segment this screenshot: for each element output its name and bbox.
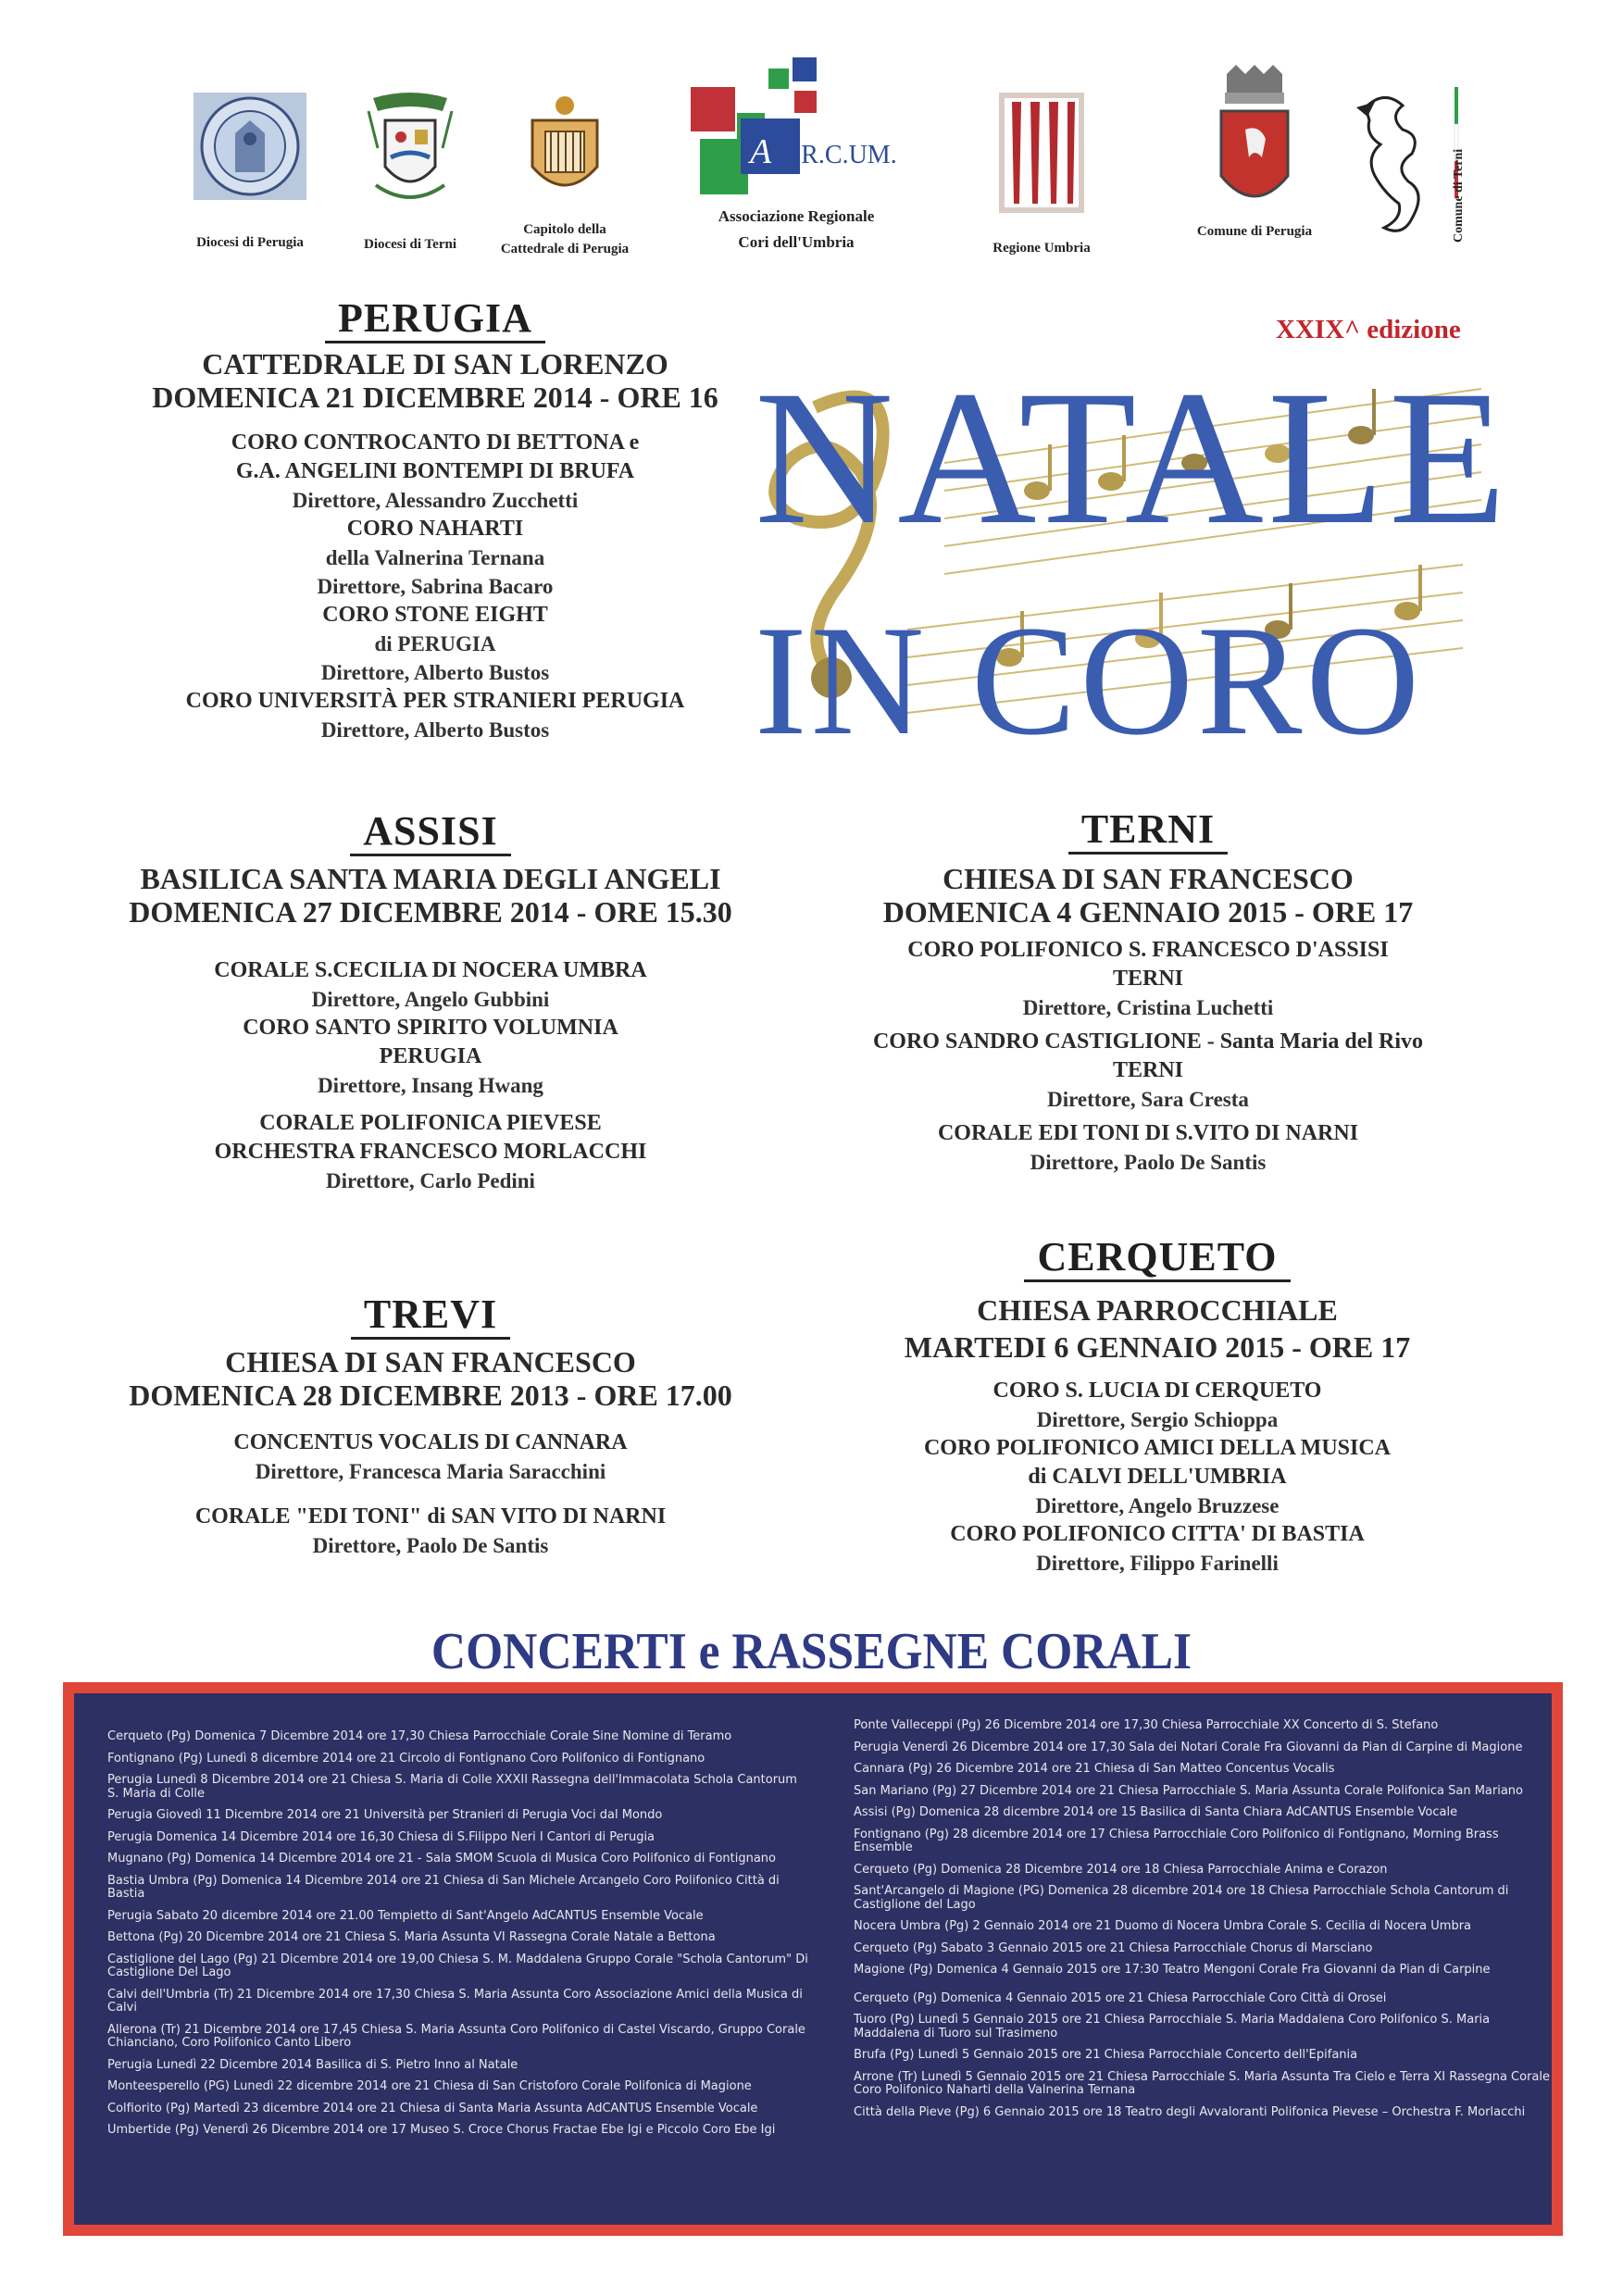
choir-line: PERUGIA (379, 1044, 482, 1068)
event-item: Sant'Arcangelo di Magione (PG) Domenica 28 dicembre 2014 ore 18 Chiesa Parrocchiale Schola Cantorum di Castiglione del Lago (854, 1884, 1509, 1912)
diocese-terni-crest-icon (359, 93, 461, 215)
choir-line: CORO NAHARTI (346, 517, 524, 541)
title-natale: NATALE (755, 351, 1511, 564)
venue: CHIESA PARROCCHIALE (977, 1293, 1338, 1327)
event-item: Bastia Umbra (Pg) Domenica 14 Dicembre 2014 ore 21 Chiesa di San Michele Arcangelo Coro Polifonico Città di Bastia (107, 1873, 780, 1901)
events-panel-inner (74, 1693, 1552, 2225)
logo-caption: Associazione Regionale Cori dell'Umbria (718, 207, 875, 251)
concerti-heading: CONCERTI e RASSEGNE CORALI (431, 1623, 1192, 1680)
director-line: Direttore, Carlo Pedini (326, 1169, 535, 1192)
logo-caption: Capitolo della Cattedrale di Perugia (500, 222, 630, 256)
event-item: Cerqueto (Pg) Domenica 28 Dicembre 2014 ore 18 Chiesa Parrocchiale Anima e Corazon (854, 1862, 1388, 1877)
director-line: Direttore, Paolo De Santis (312, 1534, 549, 1557)
event-item: Umbertide (Pg) Venerdì 26 Dicembre 2014 ore 17 Museo S. Croce Chorus Fractae Ebe Igi e Piccolo Coro Ebe Igi (107, 2123, 776, 2137)
choir-line: di CALVI DELL'UMBRIA (1028, 1465, 1287, 1489)
event-item: Nocera Umbra (Pg) 2 Gennaio 2014 ore 21 Duomo di Nocera Umbra Corale S. Cecilia di Nocera Umbra (854, 1919, 1472, 1933)
choir-line: CORALE "EDI TONI" di SAN VITO DI NARNI (194, 1504, 667, 1529)
section-perugia (120, 296, 750, 744)
venue: CHIESA DI SAN FRANCESCO (225, 1345, 636, 1379)
event-item: Mugnano (Pg) Domenica 14 Dicembre 2014 ore 21 - Sala SMOM Scuola di Musica Coro Polifonico di Fontignano (107, 1852, 777, 1866)
event-item: Magione (Pg) Domenica 4 Gennaio 2015 ore 17:30 Teatro Mengoni Corale Fra Giovanni da Pian di Carpine (854, 1963, 1491, 1977)
events-right-column (854, 1719, 1557, 2128)
logo-capitolo-cattedrale (491, 93, 639, 259)
choir-line: CORALE S.CECILIA DI NOCERA UMBRA (214, 958, 647, 982)
event-item: Città della Pieve (Pg) 6 Gennaio 2015 ore 18 Teatro degli Avvaloranti Polifonica Pievese – Orchestra F. Morlacchi (854, 2104, 1526, 2119)
event-item: Calvi dell'Umbria (Tr) 21 Dicembre 2014 ore 17,30 Chiesa S. Maria Assunta Coro Associazione Amici della Musica di Calvi (107, 1987, 803, 2015)
director-line: Direttore, Cristina Luchetti (1022, 996, 1274, 1019)
choir-line: CORALE POLIFONICA PIEVESE (259, 1111, 602, 1135)
venue: CHIESA DI SAN FRANCESCO (943, 862, 1354, 895)
director-line: Direttore, Francesca Maria Saracchini (255, 1460, 606, 1483)
director-line: Direttore, Paolo De Santis (1030, 1151, 1267, 1174)
event-item: Perugia Domenica 14 Dicembre 2014 ore 16,30 Chiesa di S.Filippo Neri I Cantori di Perugia (107, 1829, 655, 1844)
director-line: Direttore, Angelo Bruzzese (1035, 1494, 1280, 1517)
director-line: Direttore, Sabrina Bacaro (317, 575, 554, 598)
choir-line: di PERUGIA (374, 632, 496, 655)
director-line: Direttore, Angelo Gubbini (311, 988, 550, 1011)
logo-diocesi-terni (350, 93, 470, 255)
director-line: Direttore, Sergio Schioppa (1036, 1408, 1279, 1431)
choir-line: CORO POLIFONICO AMICI DELLA MUSICA (923, 1436, 1392, 1460)
arcum-logo-icon (685, 54, 907, 202)
event-item: Cerqueto (Pg) Sabato 3 Gennaio 2015 ore 21 Chiesa Parrocchiale Chorus di Marsciano (854, 1940, 1373, 1955)
choir-line: CORO UNIVERSITÀ PER STRANIERI PERUGIA (185, 689, 685, 713)
event-item: Tuoro (Pg) Lunedì 5 Gennaio 2015 ore 21 Chiesa Parrocchiale S. Maria Maddalena Coro Polifonico S. Maria Maddalena di Tuoro sul Trasimeno (854, 2013, 1491, 2040)
logo-comune-terni (1342, 80, 1472, 246)
section-terni (824, 807, 1472, 1177)
choir-line: CORO CONTROCANTO DI BETTONA e (231, 430, 640, 455)
event-item: Cerqueto (Pg) Domenica 7 Dicembre 2014 ore 17,30 Chiesa Parrocchiale Corale Sine Nomine di Teramo (107, 1729, 732, 1743)
choir-line: G.A. ANGELINI BONTEMPI DI BRUFA (235, 459, 635, 483)
events-panel (63, 1682, 1563, 2236)
event-date: DOMENICA 27 DICEMBRE 2014 - ORE 15.30 (129, 895, 732, 929)
logo-arcum (685, 54, 907, 256)
event-date: MARTEDI 6 GENNAIO 2015 - ORE 17 (904, 1330, 1411, 1364)
event-item: Arrone (Tr) Lunedì 5 Gennaio 2015 ore 21 Chiesa Parrocchiale S. Maria Assunta Tra Cielo e Terra XI Rassegna Corale Coro Polifonico Naharti della Valnerina Ternana (854, 2069, 1551, 2097)
logo-diocesi-perugia (190, 93, 310, 253)
section-trevi (93, 1292, 768, 1560)
logo-regione-umbria (981, 93, 1102, 258)
city-heading: TERNI (1068, 807, 1228, 855)
choir-line: CORO SANTO SPIRITO VOLUMNIA (243, 1016, 618, 1040)
director-line: Direttore, Sara Cresta (1047, 1088, 1249, 1111)
logo-comune-perugia (1185, 65, 1324, 242)
arcum-brand-text: A.R.C.UM. (776, 141, 897, 169)
event-item: Perugia Giovedì 11 Dicembre 2014 ore 21 Università per Stranieri di Perugia Voci dal Mondo (107, 1808, 663, 1822)
event-item: Colfiorito (Pg) Martedì 23 dicembre 2014 ore 21 Chiesa di Santa Maria Assunta AdCANTUS Ensemble Vocale (107, 2101, 758, 2115)
city-heading: PERUGIA (325, 296, 545, 343)
comune-terni-dragon-icon (1347, 80, 1467, 246)
city-heading: ASSISI (350, 809, 510, 856)
director-line: Direttore, Alberto Bustos (320, 718, 550, 742)
logo-caption: Regione Umbria (993, 241, 1091, 256)
diocese-perugia-seal-icon (194, 93, 306, 200)
event-item: Perugia Lunedì 8 Dicembre 2014 ore 21 Chiesa S. Maria di Colle XXXII Rassegna dell'Immacolata Schola Cantorum S. Maria di Colle (107, 1773, 797, 1801)
choir-line: CORO POLIFONICO CITTA' DI BASTIA (950, 1522, 1365, 1546)
choir-line: TERNI (1112, 1058, 1184, 1082)
event-item: Brufa (Pg) Lunedì 5 Gennaio 2015 ore 21 Chiesa Parrocchiale Concerto dell'Epifania (854, 2048, 1358, 2062)
logo-caption: Diocesi di Perugia (196, 235, 304, 250)
event-item: Ponte Valleceppi (Pg) 26 Dicembre 2014 ore 17,30 Chiesa Parrocchiale XX Concerto di S. Stefano (854, 1718, 1439, 1732)
event-item: Perugia Lunedì 22 Dicembre 2014 Basilica di S. Pietro Inno al Natale (107, 2057, 518, 2072)
title-in-coro: IN CORO (755, 593, 1424, 767)
director-line: Direttore, Alessandro Zucchetti (292, 489, 579, 512)
event-date: DOMENICA 4 GENNAIO 2015 - ORE 17 (882, 895, 1414, 929)
choir-line: CONCENTUS VOCALIS DI CANNARA (233, 1430, 628, 1454)
city-heading: CERQUETO (1024, 1235, 1290, 1282)
events-left-column (107, 1730, 811, 2146)
event-item: Castiglione del Lago (Pg) 21 Dicembre 2014 ore 19,00 Chiesa S. M. Maddalena Gruppo Corale "Schola Cantorum" Di Castiglione Del Lago (107, 1952, 808, 1979)
logo-caption: Comune di Perugia (1196, 224, 1313, 239)
event-item: Bettona (Pg) 20 Dicembre 2014 ore 21 Chiesa S. Maria Assunta VI Rassegna Corale Natale a Bettona (107, 1930, 716, 1944)
event-item: Cerqueto (Pg) Domenica 4 Gennaio 2015 ore 21 Chiesa Parrocchiale Coro Città di Orosei (854, 1990, 1387, 2005)
event-item: San Mariano (Pg) 27 Dicembre 2014 ore 21 Chiesa Parrocchiale S. Maria Assunta Corale Polifonica San Mariano (854, 1783, 1523, 1798)
choir-line: CORO SANDRO CASTIGLIONE - Santa Maria del Rivo (872, 1029, 1424, 1054)
comune-terni-caption: Comune di Terni (1452, 148, 1466, 243)
event-item: Fontignano (Pg) 28 dicembre 2014 ore 17 Chiesa Parrocchiale Coro Polifonico di Fontignano, Morning Brass Ensemble (854, 1827, 1499, 1854)
comune-perugia-crest-icon (1208, 65, 1301, 222)
section-cerqueto (833, 1235, 1481, 1578)
svg-text:A: A (750, 132, 772, 171)
choir-line: CORALE EDI TONI DI S.VITO DI NARNI (937, 1121, 1359, 1145)
event-item: Assisi (Pg) Domenica 28 dicembre 2014 ore 15 Basilica di Santa Chiara AdCANTUS Ensemble Vocale (854, 1805, 1458, 1819)
section-assisi (93, 809, 768, 1195)
event-date: DOMENICA 21 DICEMBRE 2014 - ORE 16 (152, 381, 718, 414)
regione-umbria-logo-icon (999, 93, 1084, 213)
logo-caption: Diocesi di Terni (363, 237, 456, 252)
event-item: Perugia Sabato 20 dicembre 2014 ore 21.00 Tempietto di Sant'Angelo AdCANTUS Ensemble Vocale (107, 1908, 704, 1923)
city-heading: TREVI (351, 1292, 510, 1340)
choir-line: ORCHESTRA FRANCESCO MORLACCHI (214, 1140, 647, 1164)
choir-line: CORO POLIFONICO S. FRANCESCO D'ASSISI (907, 938, 1389, 962)
choir-line: CORO S. LUCIA DI CERQUETO (993, 1379, 1322, 1403)
director-line: Direttore, Filippo Farinelli (1036, 1552, 1279, 1575)
choir-line: CORO STONE EIGHT (322, 603, 548, 627)
event-item: Fontignano (Pg) Lunedì 8 dicembre 2014 ore 21 Circolo di Fontignano Coro Polifonico di Fontignano (107, 1751, 705, 1766)
venue: CATTEDRALE DI SAN LORENZO (202, 347, 668, 381)
director-line: Direttore, Insang Hwang (318, 1074, 543, 1097)
venue: BASILICA SANTA MARIA DEGLI ANGELI (140, 862, 721, 895)
chapter-crest-icon (514, 93, 616, 213)
choir-line: della Valnerina Ternana (325, 546, 545, 569)
event-item: Perugia Venerdì 26 Dicembre 2014 ore 17,30 Sala dei Notari Corale Fra Giovanni da Pian di Carpine di Magione (854, 1740, 1523, 1754)
director-line: Direttore, Alberto Bustos (320, 661, 550, 684)
event-item: Cannara (Pg) 26 Dicembre 2014 ore 21 Chiesa di San Matteo Concentus Vocalis (854, 1762, 1335, 1776)
choir-line: TERNI (1112, 967, 1184, 991)
event-item: Monteesperello (PG) Lunedì 22 dicembre 2014 ore 21 Chiesa di San Cristoforo Corale Polifonica di Magione (107, 2079, 752, 2093)
edition-label: XXIX^ edizione (1276, 315, 1461, 344)
event-date: DOMENICA 28 DICEMBRE 2013 - ORE 17.00 (129, 1379, 732, 1412)
event-item: Allerona (Tr) 21 Dicembre 2014 ore 17,45 Chiesa S. Maria Assunta Coro Polifonico di Castel Viscardo, Gruppo Corale Chianciano, Coro Polifonico Canto Libero (107, 2022, 805, 2050)
